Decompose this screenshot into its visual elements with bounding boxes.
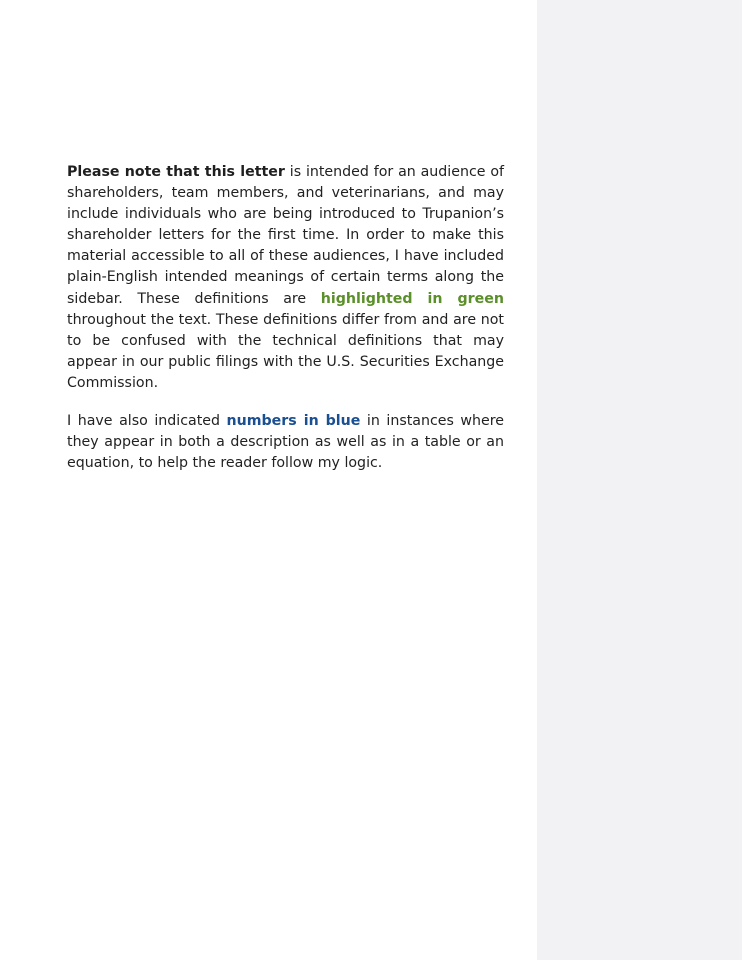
blue-highlight-phrase: numbers in blue <box>226 413 361 430</box>
sidebar-panel <box>537 0 742 960</box>
numbers-text-part-1: I have also indicated <box>67 413 227 430</box>
letter-note <box>67 162 504 474</box>
green-highlight-phrase: highlighted in green <box>320 290 504 307</box>
audience-text-part-2: throughout the text. These definitions differ from and are not to be confused with the technical definitions that may appear in our public filings with the U.S. Securities Exchange Commission. <box>67 311 504 391</box>
lead-phrase: Please note that this letter <box>67 164 285 180</box>
numbers-paragraph <box>67 411 504 474</box>
audience-paragraph <box>67 162 504 394</box>
audience-text-part-1: is intended for an audience of shareholders, team members, and veterinarians, and may include individuals who are being introduced to Trupanion’s shareholder letters for the first time. In order to make this material accessible to all of these audiences, I have included plain-English intended meanings of certain terms along the sidebar. These definitions are <box>67 164 504 307</box>
numbers-text-part-2: in instances where they appear in both a description as well as in a table or an equation, to help the reader follow my logic. <box>67 413 504 472</box>
